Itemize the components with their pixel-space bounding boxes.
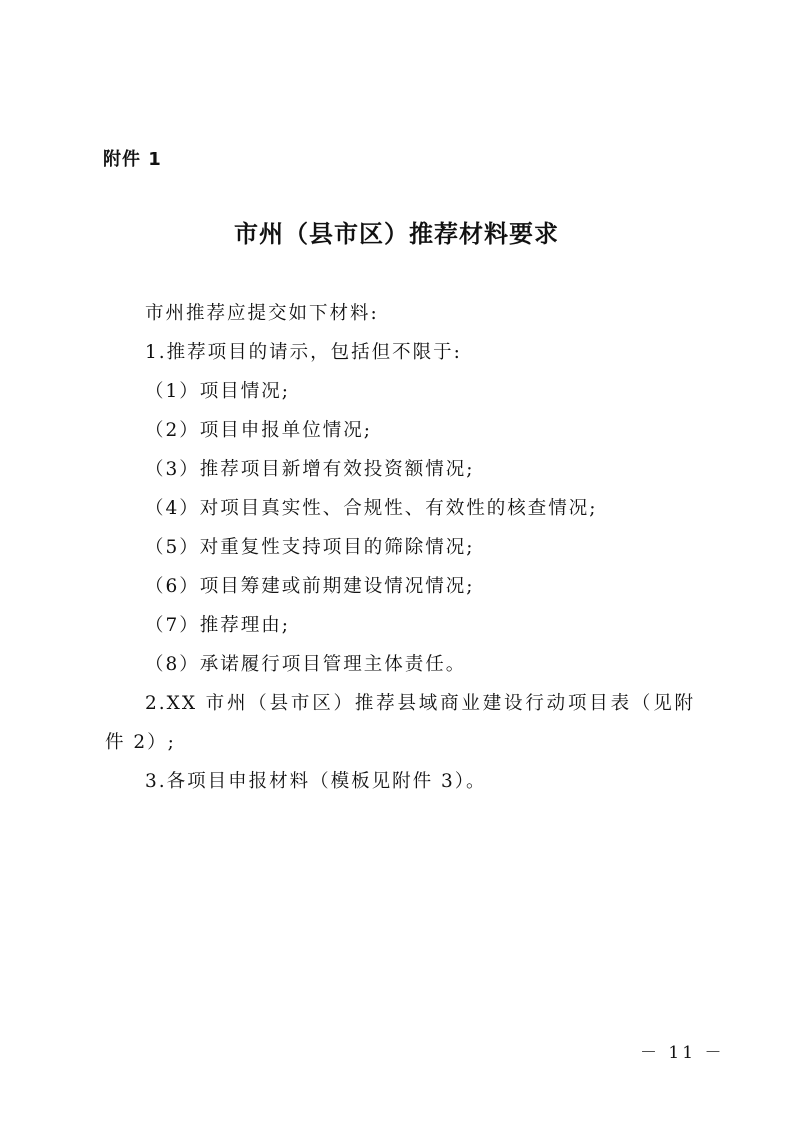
list-subitem-2: （2）项目申报单位情况; xyxy=(145,420,373,441)
list-subitem-4: （4）对项目真实性、合规性、有效性的核查情况; xyxy=(145,498,598,519)
list-subitem-1: （1）项目情况; xyxy=(145,381,291,402)
list-item-2: 2.XX 市州（县市区）推荐县域商业建设行动项目表（见附件 2）; xyxy=(105,693,695,753)
document-title: 市州（县市区）推荐材料要求 xyxy=(234,219,559,248)
list-item-3: 3.各项目申报材料（模板见附件 3）。 xyxy=(145,771,487,792)
list-subitem-5: （5）对重复性支持项目的筛除情况; xyxy=(145,537,475,558)
document-body xyxy=(105,294,695,801)
list-subitem-3: （3）推荐项目新增有效投资额情况; xyxy=(145,459,475,480)
attachment-label: 附件 1 xyxy=(103,149,162,170)
list-item-1: 1.推荐项目的请示，包括但不限于: xyxy=(145,342,462,363)
list-subitem-7: （7）推荐理由; xyxy=(145,615,291,636)
list-subitem-6: （6）项目筹建或前期建设情况情况; xyxy=(145,576,475,597)
list-subitem-8: （8）承诺履行项目管理主体责任。 xyxy=(145,654,467,675)
page-number: － 11 － xyxy=(640,1043,725,1063)
intro-paragraph: 市州推荐应提交如下材料: xyxy=(145,303,379,324)
